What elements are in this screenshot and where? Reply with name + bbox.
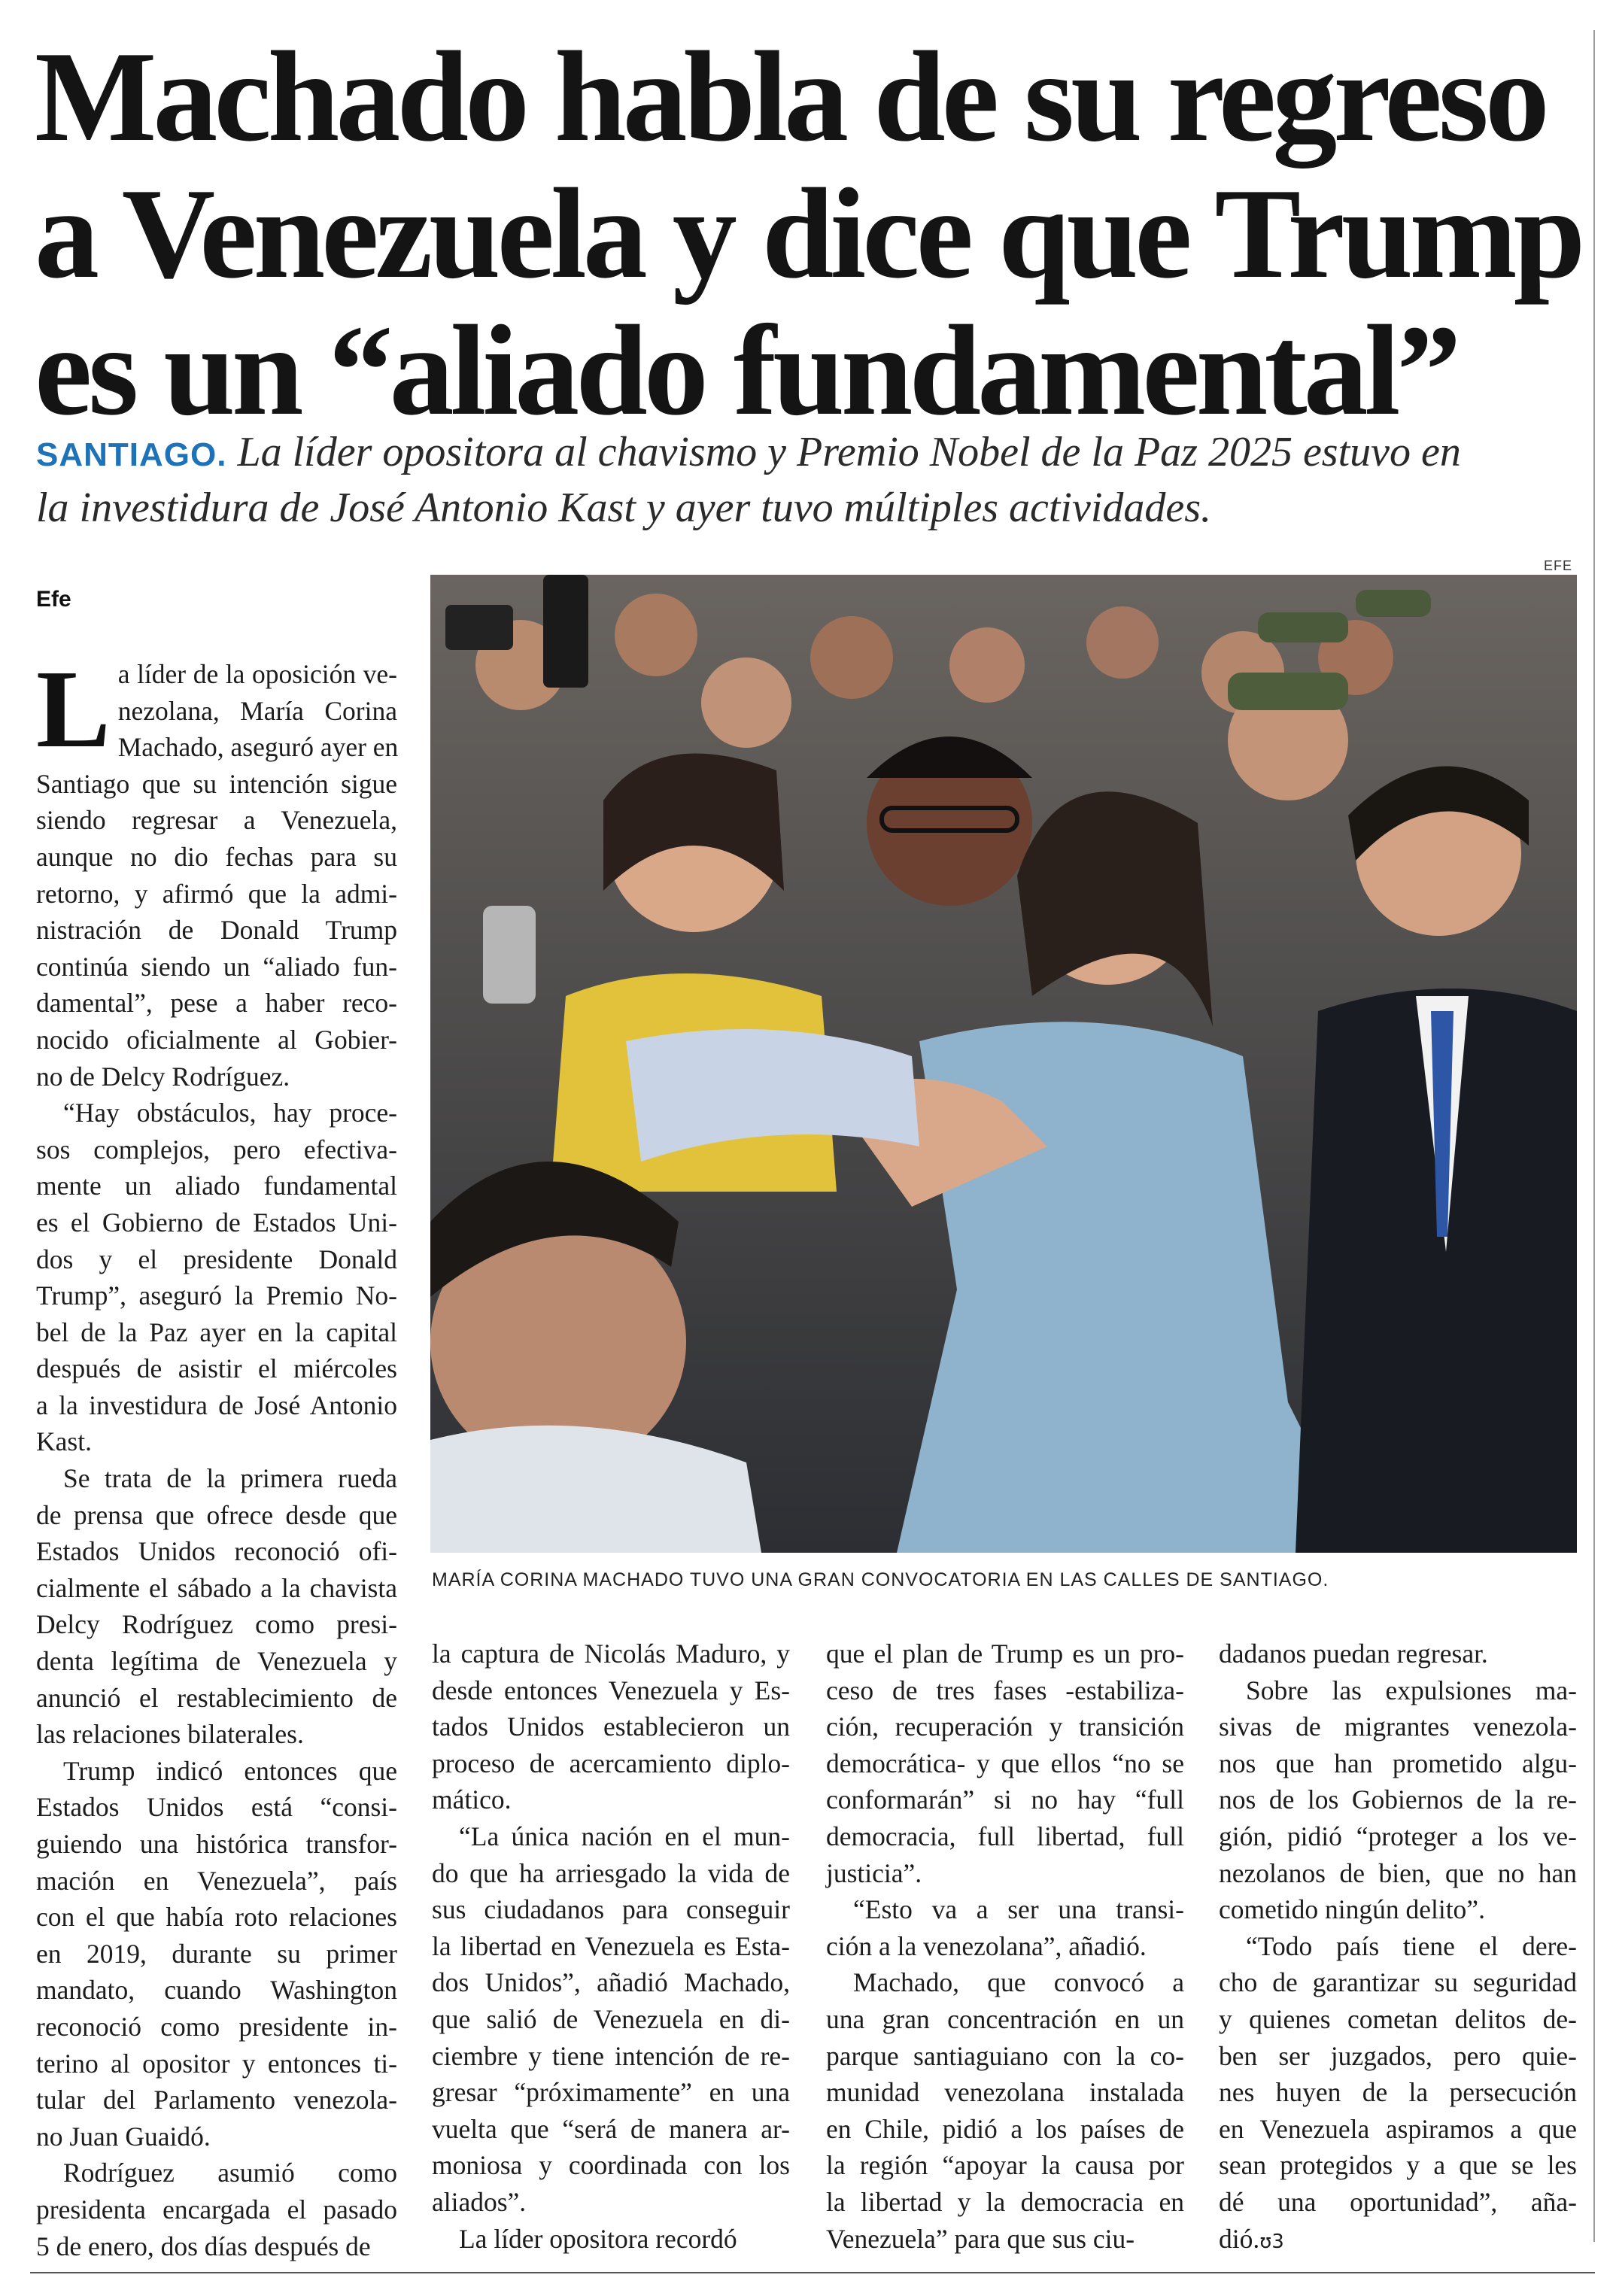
body-text-line: después de asistir el miércoles	[36, 1353, 397, 1384]
deck-text: La líder opositora al chavismo y Premio Nobel de la Paz 2025 estuvo en	[226, 429, 1461, 475]
body-text-line: vuelta que “será de manera ar-	[432, 2113, 790, 2144]
body-text-line: Rodríguez asumió como	[63, 2158, 397, 2188]
body-text-line: sos complejos, pero efectiva-	[36, 1134, 397, 1165]
body-text-line: sean protegidos y a que se les	[1219, 2150, 1577, 2181]
body-text-line: en Chile, pidió a los países de	[826, 2113, 1184, 2144]
body-text-line: una gran concentración en un	[826, 2003, 1184, 2034]
body-text-line: terino al opositor y entonces ti-	[36, 2048, 397, 2079]
body-text-line: Estados Unidos está “consi-	[36, 1792, 397, 1823]
photo-caption: MARÍA CORINA MACHADO TUVO UNA GRAN CONVOCATORIA EN LAS CALLES DE SANTIAGO.	[432, 1569, 1329, 1590]
body-text-line: presidenta encargada el pasado	[36, 2194, 397, 2225]
body-text-line: nezolana, María Corina	[117, 695, 397, 726]
body-text-line: no de Delcy Rodríguez.	[36, 1061, 290, 1092]
body-text-line: bel de la Paz ayer en la capital	[36, 1317, 397, 1347]
body-text-line: Venezuela” para que sus ciu-	[826, 2223, 1135, 2254]
body-text-line: con el que había roto relaciones	[36, 1902, 397, 1933]
body-text-line: justicia”.	[826, 1857, 922, 1888]
body-text-line: Machado, aseguró ayer en	[117, 732, 399, 763]
body-text-line: siendo regresar a Venezuela,	[36, 805, 397, 836]
headline-line: a Venezuela y dice que Trump	[35, 162, 1582, 305]
body-text-line: sivas de migrantes venezola-	[1219, 1711, 1577, 1742]
body-text-line: nos de los Gobiernos de la re-	[1219, 1784, 1577, 1815]
body-text-line: cometido ningún delito”.	[1219, 1894, 1485, 1925]
body-text-line: dió.ʊ3	[1219, 2223, 1284, 2254]
body-text-line: mente un aliado fundamental	[36, 1171, 397, 1201]
body-text-line: mático.	[432, 1784, 512, 1815]
body-text-line: la región “apoyar la causa por	[826, 2150, 1184, 2181]
body-text-line: Kast.	[36, 1426, 92, 1457]
body-text-line: que salió de Venezuela en di-	[432, 2003, 790, 2034]
body-text-line: la libertad en Venezuela es Esta-	[432, 1930, 790, 1961]
headline	[35, 26, 1599, 442]
body-text-line: “Esto va a ser una transi-	[853, 1894, 1184, 1925]
body-text-line: Sobre las expulsiones ma-	[1246, 1675, 1577, 1705]
body-text-line: 5 de enero, dos días después de	[36, 2231, 371, 2261]
headline-line: Machado habla de su regreso	[35, 26, 1546, 169]
body-text-line: retorno, y afirmó que la admi-	[36, 878, 397, 909]
body-text-line: Se trata de la primera rueda	[63, 1463, 397, 1494]
body-text-line: gresar “próximamente” en una	[432, 2077, 790, 2108]
body-text-line: nes huyen de la persecución	[1219, 2077, 1577, 2108]
body-text-line: que el plan de Trump es un pro-	[826, 1638, 1184, 1669]
deck	[36, 426, 1586, 534]
body-text-line: do que ha arriesgado la vida de	[432, 1857, 790, 1888]
body-text-line: parque santiaguiano con la co-	[826, 2040, 1184, 2071]
deck-text: la investidura de José Antonio Kast y ayer tuvo múltiples actividades.	[36, 484, 1212, 531]
body-text-line: dos y el presidente Donald	[36, 1244, 397, 1274]
body-text-line: nocido oficialmente al Gobier-	[36, 1024, 397, 1055]
body-text-line: dos Unidos”, añadió Machado,	[432, 1967, 790, 1998]
body-text-line: guiendo una histórica transfor-	[36, 1829, 397, 1859]
page-rule	[30, 2272, 1595, 2273]
body-text-line: “Hay obstáculos, hay proce-	[63, 1098, 397, 1128]
photo-credit: EFE	[1544, 558, 1573, 573]
body-text-line: “La única nación en el mun-	[459, 1821, 790, 1851]
body-text-line: ben ser juzgados, pero quie-	[1219, 2040, 1577, 2071]
dateline-place: SANTIAGO.	[36, 436, 227, 473]
body-text-line: aunque no dio fechas para su	[36, 841, 397, 872]
body-column-1	[36, 648, 399, 2264]
body-column-3	[826, 1635, 1184, 2257]
body-text-line: reconoció como presidente in-	[36, 2011, 397, 2042]
body-text-line: damental”, pese a haber reco-	[36, 988, 397, 1019]
body-text-line: de prensa que ofrece desde que	[36, 1499, 397, 1530]
body-text-line: gión, pidió “proteger a los ve-	[1219, 1821, 1577, 1851]
body-text-line: dé una oportunidad”, aña-	[1219, 2186, 1577, 2217]
body-text-line: cialmente el sábado a la chavista	[36, 1572, 397, 1603]
body-text-line: la libertad y la democracia en	[826, 2186, 1184, 2217]
body-text-line: Estados Unidos reconoció ofi-	[36, 1536, 397, 1567]
body-text-line: nos que han prometido algu-	[1219, 1748, 1577, 1778]
body-text-line: La líder opositora recordó	[459, 2223, 737, 2254]
body-text-line: Trump”, aseguró la Premio No-	[36, 1280, 397, 1311]
body-text-line: cho de garantizar su seguridad	[1219, 1967, 1577, 1998]
body-text-line: ción, recuperación y transición	[826, 1711, 1184, 1742]
body-text-line: conformarán” si no hay “full	[826, 1784, 1184, 1815]
body-text-line: democrática- y que ellos “no se	[826, 1748, 1184, 1778]
body-text-line: denta legítima de Venezuela y	[36, 1646, 397, 1677]
body-text-line: no Juan Guaidó.	[36, 2121, 211, 2152]
body-text-line: democracia, full libertad, full	[826, 1821, 1184, 1851]
body-text-line: las relaciones bilaterales.	[36, 1719, 304, 1750]
column-rule	[1593, 30, 1595, 2242]
crowd-photo-illustration	[430, 575, 1577, 1553]
body-text-line: Machado, que convocó a	[853, 1967, 1184, 1998]
body-text-line: es el Gobierno de Estados Uni-	[36, 1207, 397, 1238]
byline: Efe	[36, 587, 71, 612]
body-text-line: “Todo país tiene el dere-	[1246, 1930, 1577, 1961]
body-text-line: mación en Venezuela”, país	[36, 1865, 397, 1896]
news-photo	[430, 575, 1577, 1553]
body-text-line: aliados”.	[432, 2186, 527, 2217]
body-text-line: la captura de Nicolás Maduro, y	[432, 1638, 790, 1669]
body-text-line: munidad venezolana instalada	[826, 2077, 1184, 2108]
body-text-line: continúa siendo un “aliado fun-	[36, 951, 397, 982]
body-column-2	[432, 1635, 790, 2257]
drop-cap: L	[36, 648, 111, 771]
body-text-line: anunció el restablecimiento de	[36, 1682, 397, 1713]
body-text-line: proceso de acercamiento diplo-	[432, 1748, 790, 1778]
body-text-line: Delcy Rodríguez como presi-	[36, 1609, 397, 1640]
body-text-line: tular del Parlamento venezola-	[36, 2085, 397, 2115]
headline-line: es un “aliado fundamental”	[35, 299, 1458, 442]
body-text-line: a líder de la oposición ve-	[117, 659, 397, 689]
body-text-line: dadanos puedan regresar.	[1219, 1638, 1488, 1669]
body-text-line: Trump indicó entonces que	[63, 1755, 397, 1786]
body-text-line: moniosa y coordinada con los	[432, 2150, 790, 2181]
body-text-line: desde entonces Venezuela y Es-	[432, 1675, 790, 1705]
body-text-line: mandato, cuando Washington	[36, 1975, 397, 2006]
body-text-line: en 2019, durante su primer	[36, 1938, 397, 1969]
end-mark-icon: ʊ3	[1259, 2230, 1284, 2253]
body-text-line: tados Unidos establecieron un	[432, 1711, 790, 1742]
body-text-line: en Venezuela aspiramos a que	[1219, 2113, 1577, 2144]
body-text-line: nezolanos de bien, que no han	[1219, 1857, 1577, 1888]
body-text-line: ceso de tres fases -estabiliza-	[826, 1675, 1184, 1705]
body-text-line: y quienes cometan delitos de-	[1219, 2003, 1577, 2034]
body-text-line: ción a la venezolana”, añadió.	[826, 1930, 1147, 1961]
body-text-line: nistración de Donald Trump	[36, 915, 397, 946]
body-text-line: Santiago que su intención sigue	[36, 768, 397, 799]
body-text-line: sus ciudadanos para conseguir	[432, 1894, 790, 1925]
body-text-line: a la investidura de José Antonio	[36, 1389, 397, 1420]
body-column-4	[1219, 1635, 1577, 2257]
body-text-line: ciembre y tiene intención de re-	[432, 2040, 790, 2071]
